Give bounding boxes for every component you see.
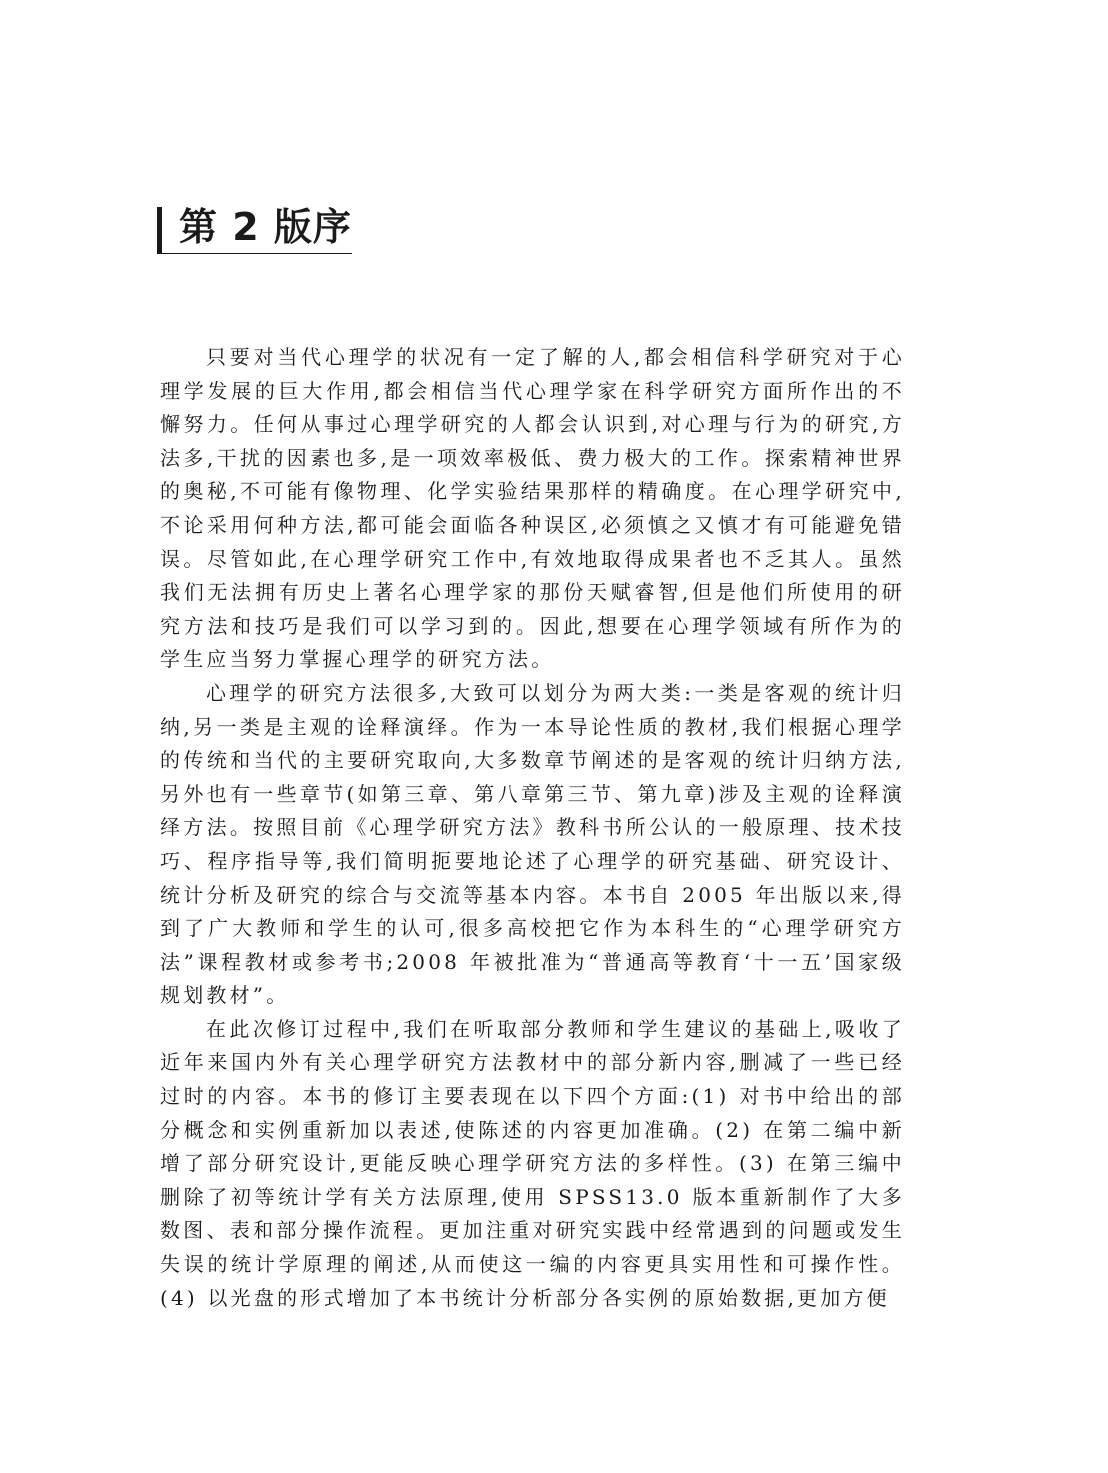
body-text [160,341,905,1315]
paragraph-2: 心理学的研究方法很多,大致可以划分为两大类:一类是客观的统计归纳,另一类是主观的诠释演绎。作为一本导论性质的教材,我们根据心理学的传统和当代的主要研究取向,大多数章节阐述的是客观的统计归纳方法,另外也有一些章节(如第三章、第八章第三节、第九章)涉及主观的诠释演绎方法。按照目前《心理学研究方法》教科书所公认的一般原理、技术技巧、程序指导等,我们简明扼要地论述了心理学的研究基础、研究设计、统计分析及研究的综合与交流等基本内容。本书自 2005 年出版以来,得到了广大教师和学生的认可,很多高校把它作为本科生的“心理学研究方法”课程教材或参考书;2008 年被批准为“普通高等教育‘十一五’国家级规划教材”。 [160,680,905,1008]
paragraph-1: 只要对当代心理学的状况有一定了解的人,都会相信科学研究对于心理学发展的巨大作用,都会相信当代心理学家在科学研究方面所作出的不懈努力。任何从事过心理学研究的人都会认识到,对心理与行为的研究,方法多,干扰的因素也多,是一项效率极低、费力极大的工作。探索精神世界的奥秘,不可能有像物理、化学实验结果那样的精确度。在心理学研究中,不论采用何种方法,都可能会面临各种误区,必须慎之又慎才有可能避免错误。尽管如此,在心理学研究工作中,有效地取得成果者也不乏其人。虽然我们无法拥有历史上著名心理学家的那份天赋睿智,但是他们所使用的研究方法和技巧是我们可以学习到的。因此,想要在心理学领域有所作为的学生应当努力掌握心理学的研究方法。 [160,345,905,672]
section-heading [157,203,352,254]
heading-accent-bar [157,207,162,253]
page-title: 第 2 版序 [179,205,352,249]
paragraph-3: 在此次修订过程中,我们在听取部分教师和学生建议的基础上,吸收了近年来国内外有关心理学研究方法教材中的部分新内容,删减了一些已经过时的内容。本书的修订主要表现在以下四个方面:(1) 对书中给出的部分概念和实例重新加以表述,使陈述的内容更加准确。(2) 在第二编中新增了部分研究设计,更能反映心理学研究方法的多样性。(3) 在第三编中删除了初等统计学有关方法原理,使用 SPSS13.0 版本重新制作了大多数图、表和部分操作流程。更加注重对研究实践中经常遇到的问题或发生失误的统计学原理的阐述,从而使这一编的内容更具实用性和可操作性。(4) 以光盘的形式增加了本书统计分析部分各实例的原始数据,更加方便 [160,1016,905,1310]
